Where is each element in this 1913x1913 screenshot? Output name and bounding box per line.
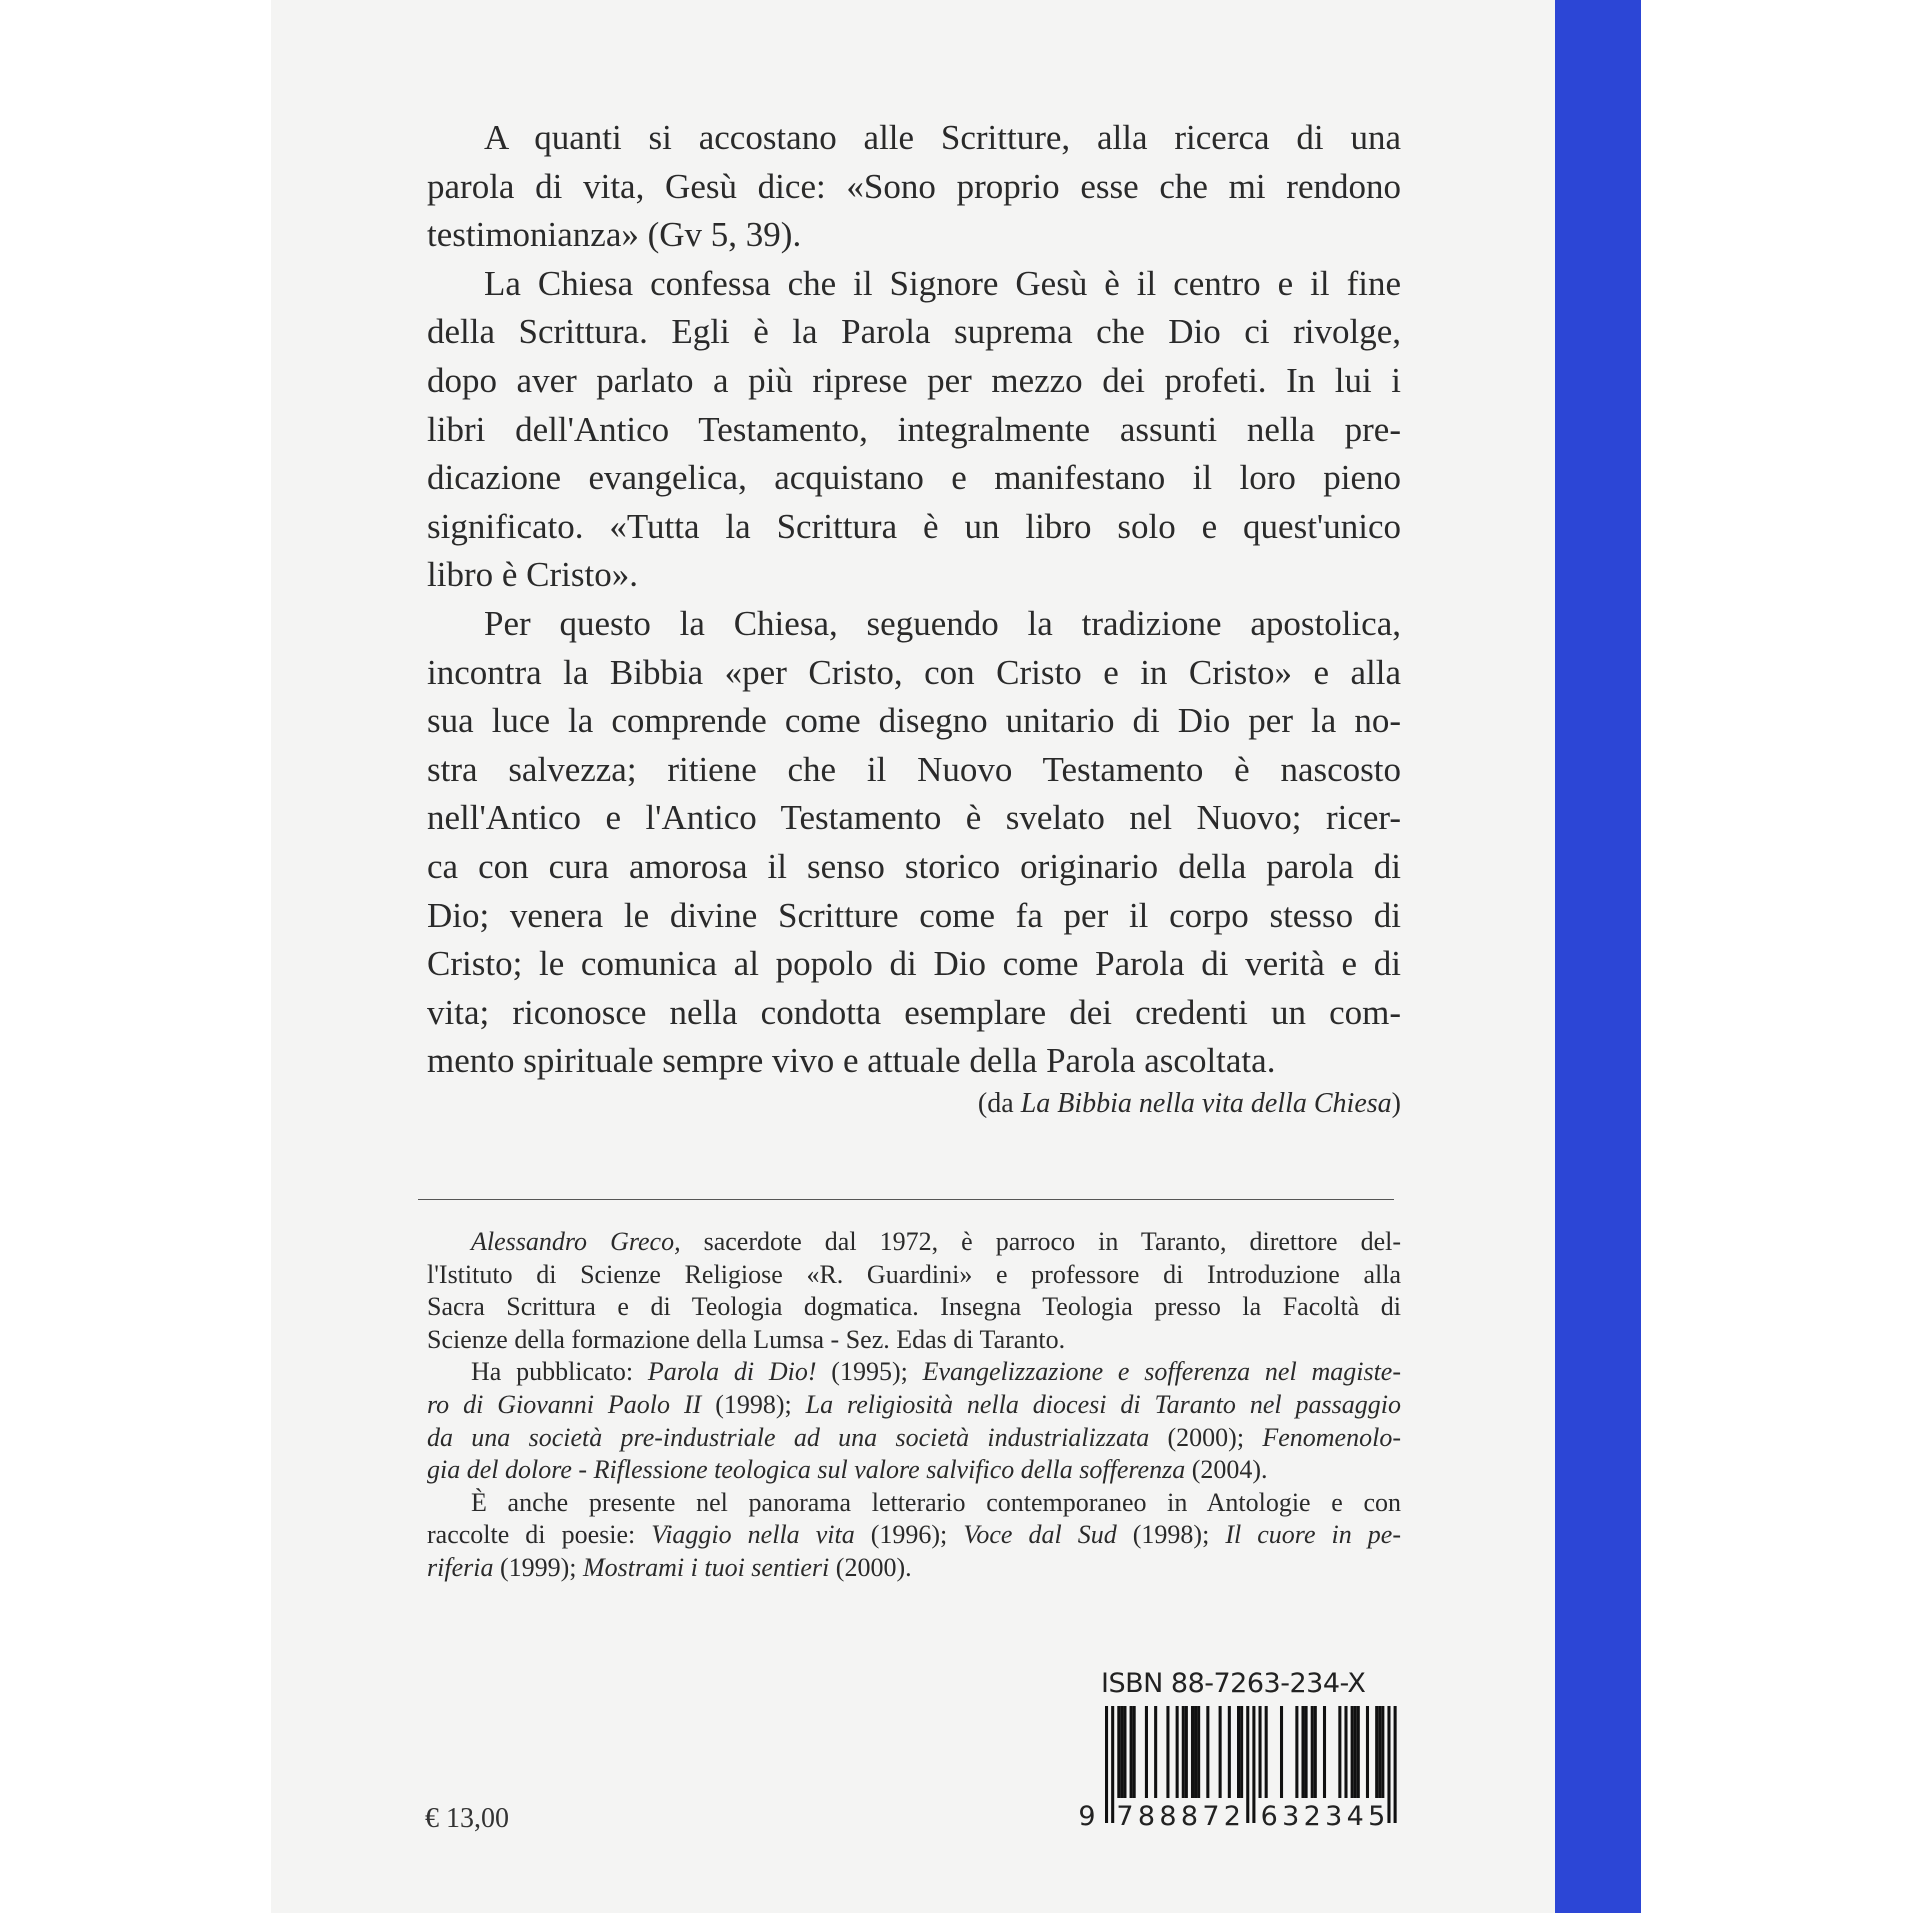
bio-line (427, 1324, 1401, 1357)
barcode-bar (1354, 1706, 1357, 1798)
italic-title: da una società pre-industriale ad una società industrializzata (427, 1422, 1150, 1452)
italic-title: riferia (427, 1552, 494, 1582)
barcode-bar (1154, 1706, 1157, 1798)
barcode-digit: 2 (1223, 1801, 1241, 1831)
barcode-digit: 4 (1346, 1801, 1364, 1831)
barcode-bar (1394, 1706, 1397, 1823)
bio-line (427, 1259, 1401, 1292)
bio-text: (1998); (701, 1389, 806, 1419)
italic-title: Evangelizzazione e sofferenza nel magiste- (922, 1357, 1402, 1387)
italic-title: gia del dolore - Riflessione teologica sul valore salvifico della sofferenza (427, 1455, 1186, 1485)
bio-line (427, 1519, 1401, 1552)
bio-text: Ha pubblicato: (471, 1357, 648, 1387)
barcode-digit: 2 (1303, 1801, 1321, 1831)
bio-text: (1998); (1116, 1520, 1226, 1550)
barcode-bar (1182, 1706, 1185, 1798)
bio-line (427, 1487, 1401, 1520)
text-line: sua luce la comprende come disegno unitario di Dio per la no- (427, 701, 1401, 741)
barcode-bar (1259, 1706, 1262, 1798)
bio-text: (2004). (1185, 1455, 1268, 1485)
text-line: incontra la Bibbia «per Cristo, con Cristo e in Cristo» e alla (427, 652, 1401, 692)
italic-title: Viaggio nella vita (651, 1520, 855, 1550)
barcode-bar (1194, 1706, 1197, 1798)
barcode-digit: 3 (1282, 1801, 1300, 1831)
text-line: mento spirituale sempre vivo e attuale della Parola ascoltata. (427, 1041, 1276, 1081)
barcode-bar (1351, 1706, 1354, 1798)
barcode-bar (1191, 1706, 1194, 1798)
barcode-bar (1375, 1706, 1378, 1798)
barcode-bar (1246, 1706, 1249, 1823)
barcode-bar (1311, 1706, 1314, 1798)
barcode-bar (1185, 1706, 1188, 1798)
barcode-digit: 7 (1202, 1801, 1220, 1831)
italic-title: Mostrami i tuoi sentieri (583, 1552, 830, 1582)
bio-text: (1996); (854, 1520, 964, 1550)
barcode-bar (1338, 1706, 1341, 1798)
italic-title: Parola di Dio! (647, 1357, 817, 1387)
barcode-bar (1265, 1706, 1268, 1798)
barcode-digit: 7 (1116, 1801, 1134, 1831)
barcode-digit: 5 (1368, 1801, 1386, 1831)
price: € 13,00 (425, 1803, 509, 1834)
barcode-bar (1301, 1706, 1304, 1798)
barcode-bar (1206, 1706, 1209, 1798)
text-line: nell'Antico e l'Antico Testamento è svelato nel Nuovo; ricer- (427, 798, 1401, 838)
text-line: A quanti si accostano alle Scritture, alla ricerca di una (484, 118, 1401, 157)
bio-line (427, 1389, 1401, 1422)
barcode-bar (1133, 1706, 1136, 1798)
barcode-bar (1219, 1706, 1222, 1798)
bio-text: (1995); (816, 1357, 923, 1387)
text-line: La Chiesa confessa che il Signore Gesù è il centro e il fine (484, 263, 1401, 303)
text-line: libri dell'Antico Testamento, integralmente assunti nella pre- (427, 409, 1401, 449)
text-line: stra salvezza; ritiene che il Nuovo Testamento è nascosto (427, 749, 1401, 789)
barcode-bar (1387, 1706, 1390, 1823)
barcode-bar (1197, 1706, 1200, 1798)
bio-text: (2000); (1149, 1422, 1263, 1452)
divider-rule (418, 1199, 1394, 1200)
barcode-bar (1120, 1706, 1123, 1798)
barcode-bar (1378, 1706, 1381, 1798)
barcode-bar (1176, 1706, 1179, 1798)
barcode-bar (1123, 1706, 1126, 1798)
barcode-bar (1252, 1706, 1255, 1823)
ean13-barcode (1060, 1706, 1405, 1831)
text-line: vita; riconosce nella condotta esemplare dei credenti un com- (427, 992, 1401, 1032)
italic-title: ro di Giovanni Paolo II (427, 1389, 702, 1419)
barcode-bar (1280, 1706, 1283, 1798)
barcode-bar (1228, 1706, 1231, 1798)
barcode-bar (1295, 1706, 1298, 1798)
barcode-digit: 3 (1325, 1801, 1343, 1831)
text-line: dicazione evangelica, acquistano e manifestano il loro pieno (427, 458, 1401, 498)
text-line: Per questo la Chiesa, seguendo la tradizione apostolica, (484, 603, 1401, 643)
blue-spine-band (1555, 0, 1641, 1913)
italic-title: Il cuore in pe- (1225, 1520, 1401, 1550)
attribution-prefix: (da (977, 1088, 1021, 1119)
barcode-bar (1240, 1706, 1243, 1798)
bio-line (427, 1226, 1401, 1259)
isbn-label: ISBN 88-7263-234-X (1101, 1668, 1366, 1699)
source-attribution (427, 1087, 1401, 1121)
bio-line (427, 1291, 1401, 1324)
italic-title: Voce dal Sud (963, 1520, 1117, 1550)
barcode-bar (1366, 1706, 1369, 1798)
text-line: testimonianza» (Gv 5, 39). (427, 215, 802, 255)
main-text (427, 114, 1401, 1086)
bio-text: (1999); (493, 1552, 583, 1582)
bio-text: sacerdote dal 1972, è parroco in Taranto, direttore del- (680, 1227, 1401, 1256)
bio-line (427, 1422, 1401, 1455)
bio-text: raccolte di poesie: (427, 1520, 652, 1550)
barcode-digit: 9 (1078, 1801, 1096, 1831)
barcode-bar (1381, 1706, 1384, 1798)
barcode-bar (1111, 1706, 1114, 1823)
italic-title: Alessandro Greco, (471, 1227, 681, 1256)
barcode-digit: 8 (1180, 1801, 1199, 1831)
text-line: libro è Cristo». (427, 555, 638, 595)
barcode-bar (1166, 1706, 1169, 1798)
bio-text: Sacra Scrittura e di Teologia dogmatica. Insegna Teologia presso la Facoltà di (427, 1292, 1401, 1322)
text-line: significato. «Tutta la Scrittura è un libro solo e quest'unico (427, 506, 1401, 546)
text-line: ca con cura amorosa il senso storico originario della parola di (427, 846, 1401, 886)
barcode-digit: 6 (1260, 1801, 1278, 1831)
barcode-bar (1305, 1706, 1308, 1798)
bio-text: (2000). (829, 1552, 912, 1582)
text-line: dopo aver parlato a più riprese per mezzo dei profeti. In lui i (427, 360, 1401, 400)
bio-line (427, 1454, 1401, 1487)
barcode-bar (1314, 1706, 1317, 1798)
text-line: parola di vita, Gesù dice: «Sono proprio esse che mi rendono (427, 166, 1401, 206)
bio-line (427, 1552, 1401, 1585)
attribution-suffix: ) (1391, 1088, 1401, 1119)
text-line: Cristo; le comunica al popolo di Dio come Parola di verità e di (427, 944, 1401, 984)
text-line: della Scrittura. Egli è la Parola suprema che Dio ci rivolge, (427, 312, 1401, 352)
barcode-digit: 8 (1159, 1801, 1177, 1831)
italic-title: Fenomenolo- (1262, 1422, 1401, 1452)
bio-text: l'Istituto di Scienze Religiose «R. Guardini» e professore di Introduzione alla (427, 1259, 1401, 1289)
barcode-bar (1130, 1706, 1133, 1798)
barcode-bar (1145, 1706, 1148, 1798)
barcode-digit: 8 (1137, 1801, 1156, 1831)
bio-line (427, 1356, 1401, 1389)
barcode-bar (1357, 1706, 1360, 1798)
barcode-bar (1117, 1706, 1120, 1798)
bio-text: Scienze della formazione della Lumsa - Sez. Edas di Taranto. (427, 1324, 1066, 1354)
attribution-title: La Bibbia nella vita della Chiesa (1020, 1088, 1392, 1119)
text-line: Dio; venera le divine Scritture come fa per il corpo stesso di (427, 895, 1401, 935)
italic-title: La religiosità nella diocesi di Taranto nel passaggio (805, 1389, 1402, 1419)
barcode-bar (1344, 1706, 1347, 1798)
bio-text: È anche presente nel panorama letterario contemporaneo in Antologie e con (471, 1487, 1401, 1517)
author-bio (427, 1226, 1401, 1585)
barcode-bar (1323, 1706, 1326, 1798)
barcode-bar (1237, 1706, 1240, 1798)
barcode-bar (1105, 1706, 1108, 1823)
